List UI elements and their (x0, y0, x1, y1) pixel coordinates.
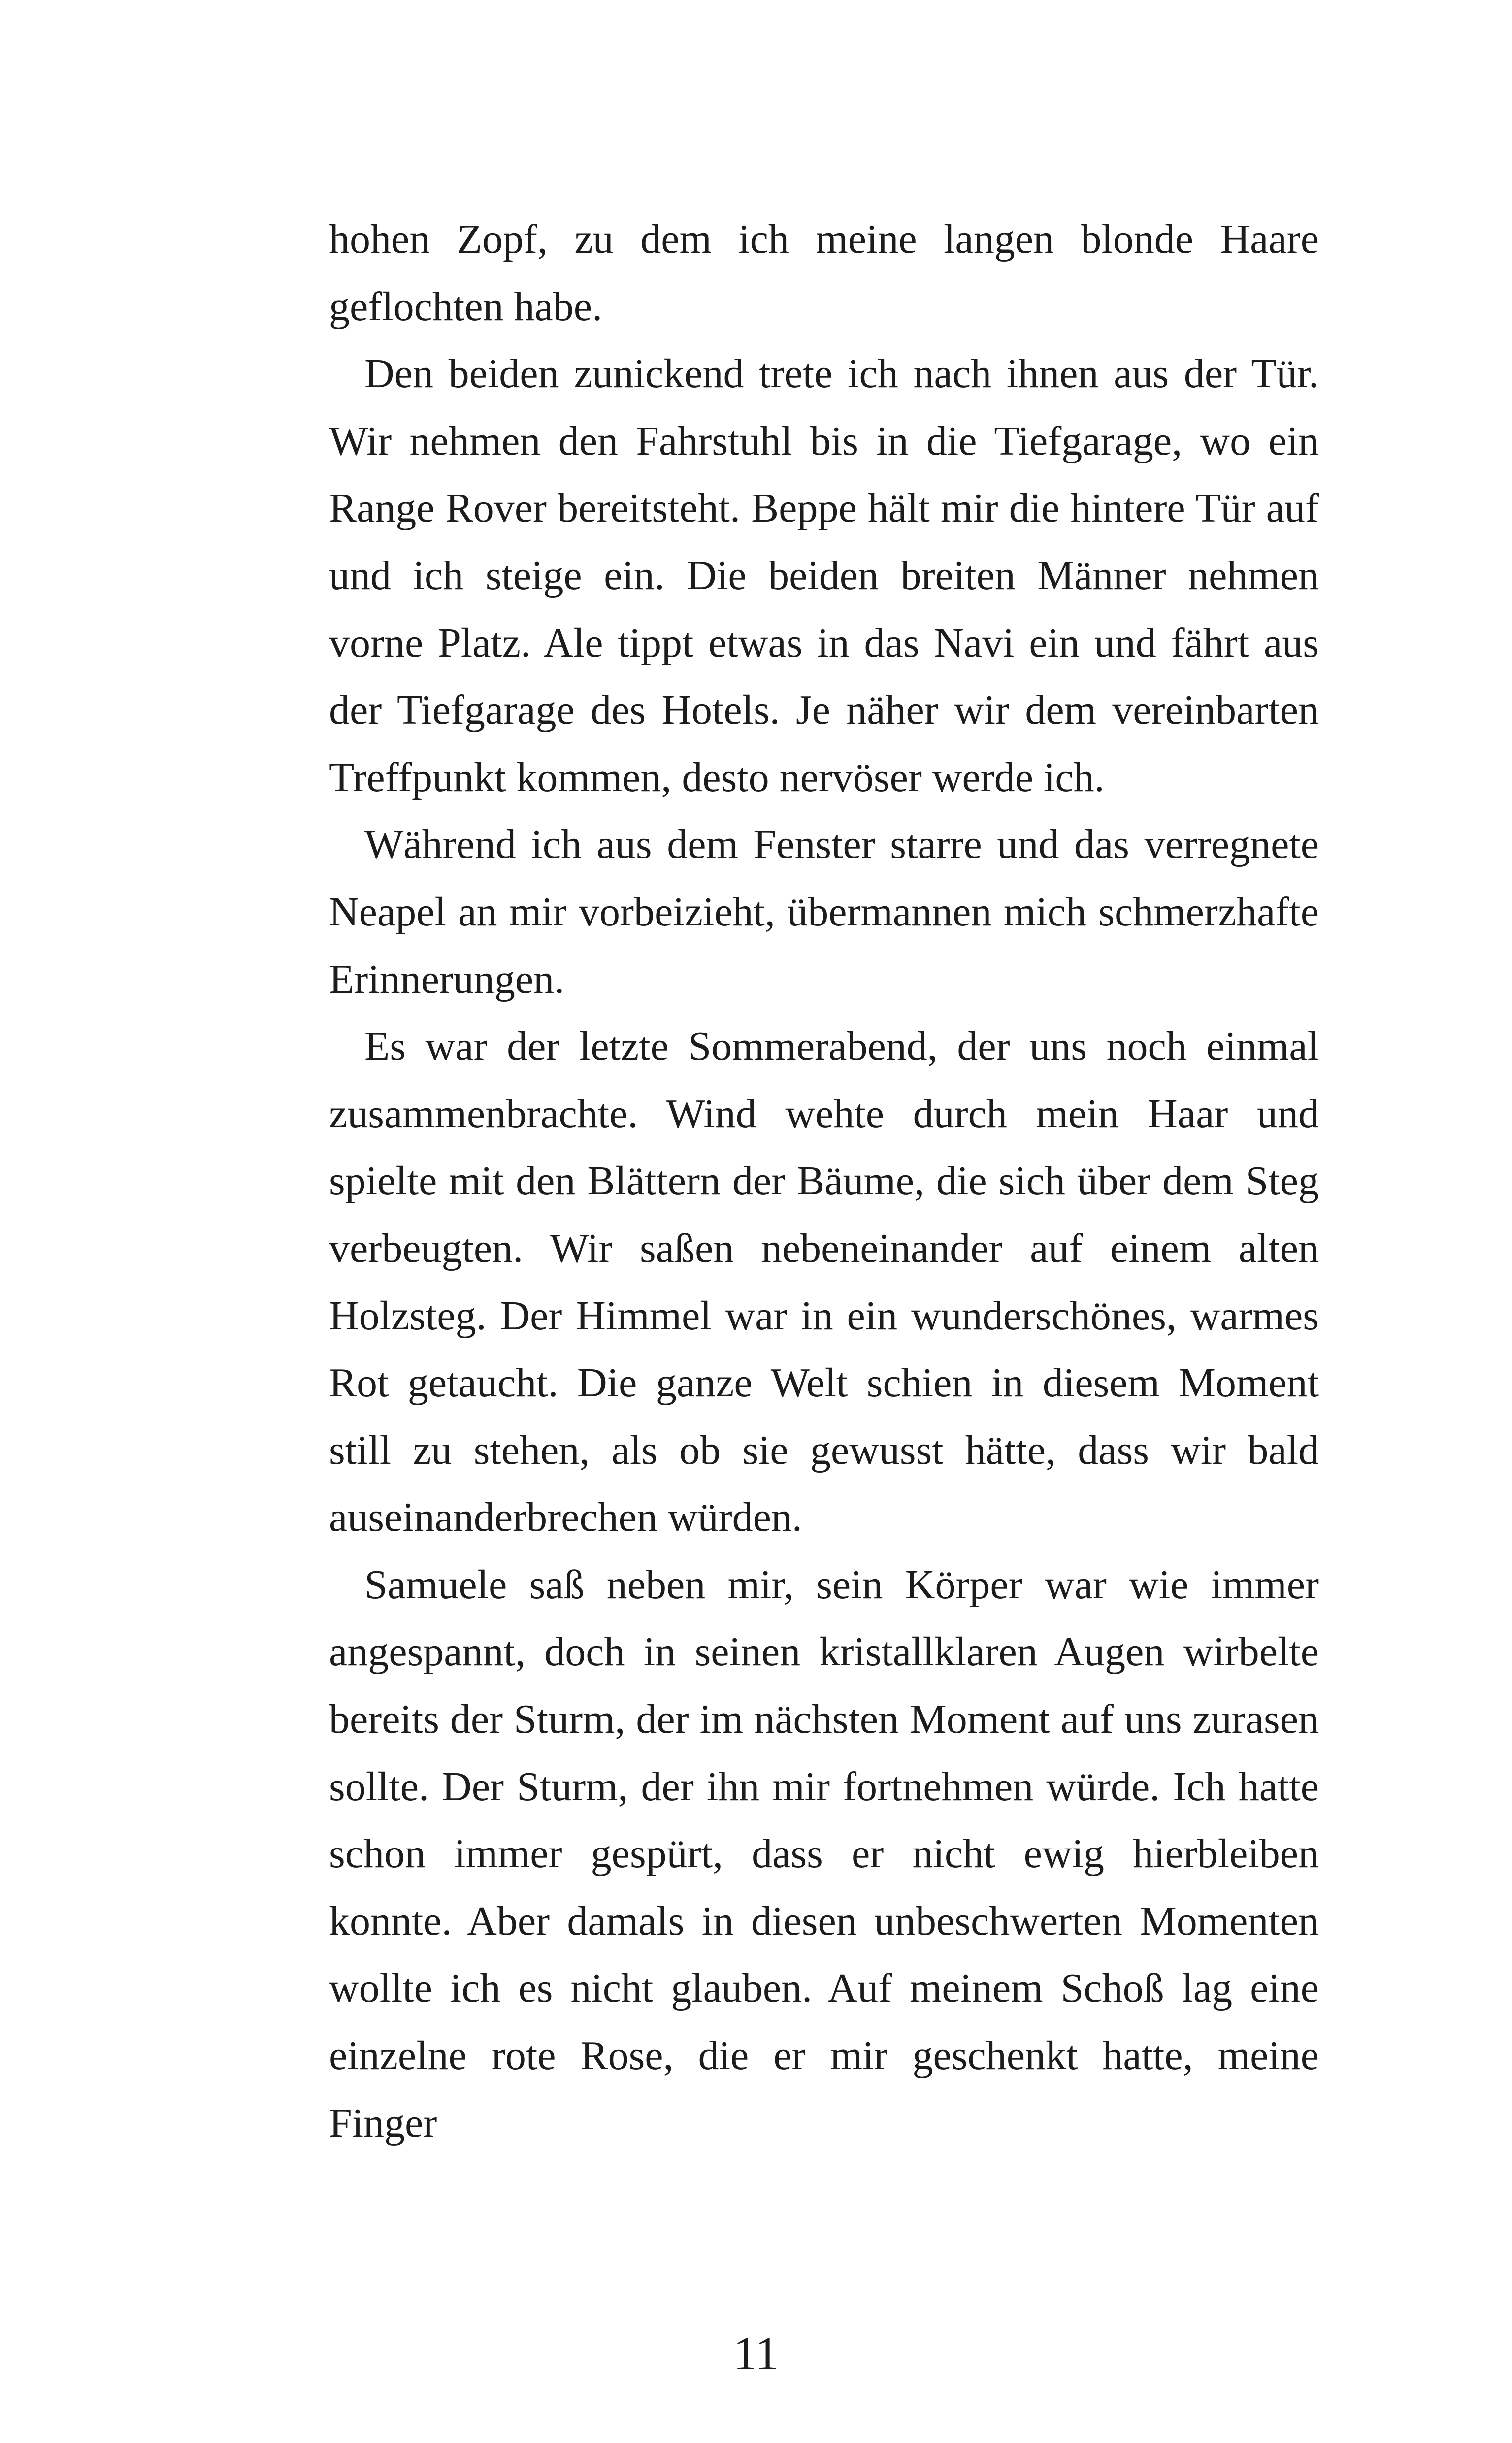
paragraph: Während ich aus dem Fenster starre und das verregnete Neapel an mir vorbeizieht, übermannen mich schmerzhafte Erinnerungen. (329, 822, 1319, 1002)
paragraph-continuation: hohen Zopf, zu dem ich meine langen blonde Haare geflochten habe. (329, 216, 1319, 330)
body-text (329, 206, 1319, 2157)
paragraph: Es war der letzte Sommerabend, der uns noch einmal zusammenbrachte. Wind wehte durch mein Haar und spielte mit den Blättern der Bäume, die sich über dem Steg verbeugten. Wir saßen nebeneinander auf einem alten Holzsteg. Der Himmel war in ein wunderschönes, warmes Rot getaucht. Die ganze Welt schien in diesem Moment still zu stehen, als ob sie gewusst hätte, dass wir bald auseinanderbrechen würden. (329, 1023, 1319, 1541)
paragraph: Den beiden zunickend trete ich nach ihnen aus der Tür. Wir nehmen den Fahrstuhl bis in die Tiefgarage, wo ein Range Rover bereitsteht. Beppe hält mir die hintere Tür auf und ich steige ein. Die beiden breiten Männer nehmen vorne Platz. Ale tippt etwas in das Navi ein und fährt aus der Tiefgarage des Hotels. Je näher wir dem vereinbarten Treffpunkt kommen, desto nervöser werde ich. (329, 351, 1319, 800)
page-number: 11 (733, 2327, 779, 2379)
paragraph: Samuele saß neben mir, sein Körper war wie immer angespannt, doch in seinen kristallklaren Augen wirbelte bereits der Sturm, der im nächsten Moment auf uns zurasen sollte. Der Sturm, der ihn mir fortnehmen würde. Ich hatte schon immer gespürt, dass er nicht ewig hierbleiben konnte. Aber damals in diesen unbeschwerten Momenten wollte ich es nicht glauben. Auf meinem Schoß lag eine einzelne rote Rose, die er mir geschenkt hatte, meine Finger (329, 1561, 1319, 2146)
